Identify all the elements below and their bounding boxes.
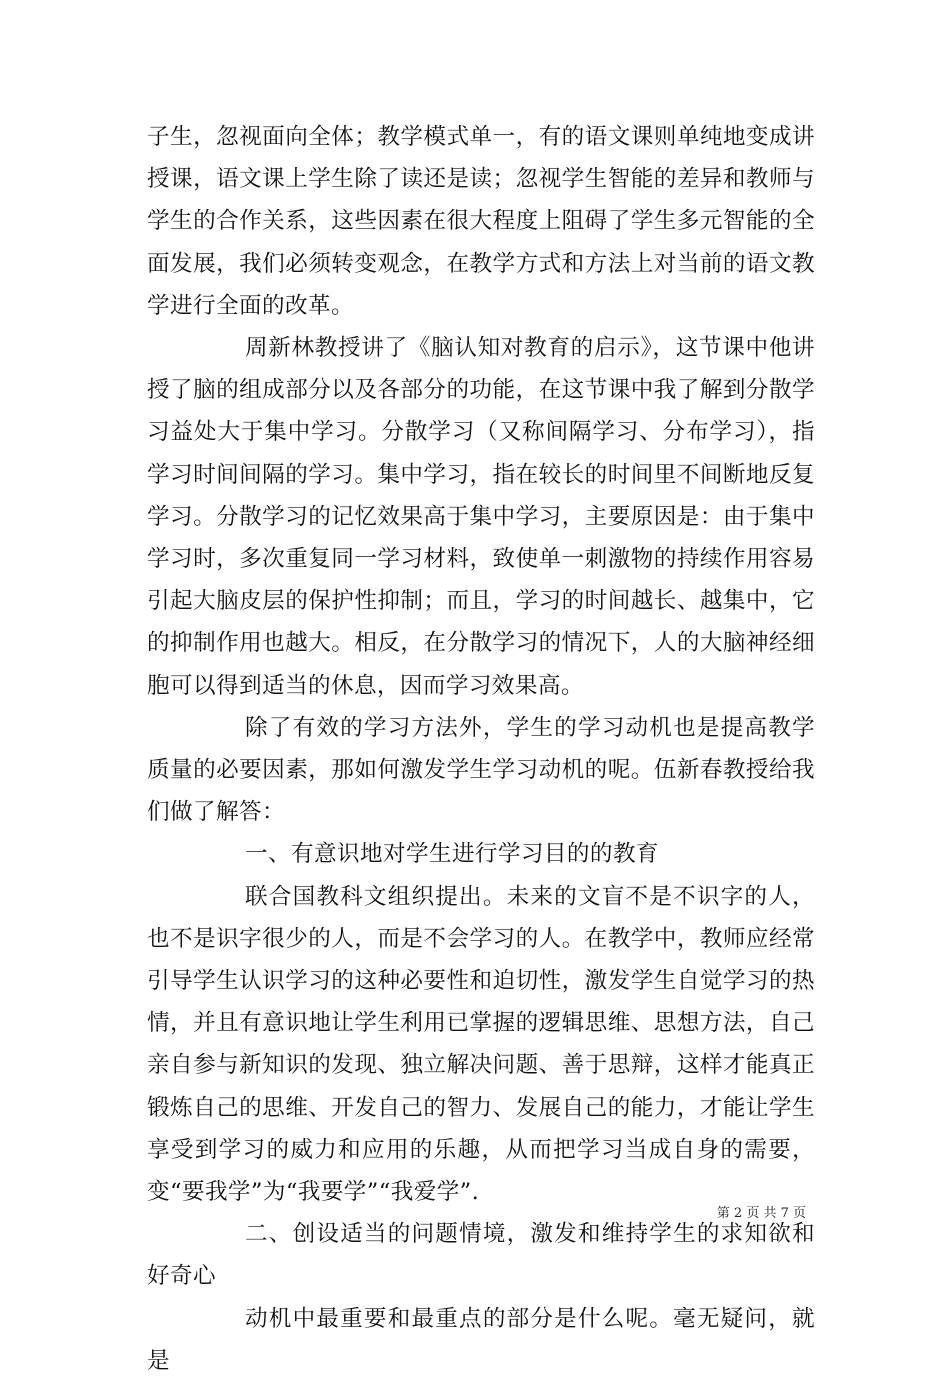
paragraph-3: 除了有效的学习方法外，学生的学习动机也是提高教学质量的必要因素，那如何激发学生学习动机的呢。伍新春教授给我们做了解答： [147, 714, 815, 826]
paragraph-2: 周新林教授讲了《脑认知对教育的启示》，这节课中他讲授了脑的组成部分以及各部分的功能，在这节课中我了解到分散学习益处大于集中学习。分散学习（又称间隔学习、分布学习），指学习时间间隔的学习。集中学习，指在较长的时间里不间断地反复学习。分散学习的记忆效果高于集中学习，主要原因是：由于集中学习时，多次重复同一学习材料，致使单一刺激物的持续作用容易引起大脑皮层的保护性抑制；而且，学习的时间越长、越集中，它的抑制作用也越大。相反，在分散学习的情况下，人的大脑神经细胞可以得到适当的休息，因而学习效果高。 [147, 335, 815, 699]
paragraph-5: 动机中最重要和最重点的部分是什么呢。毫无疑问，就是 [147, 1305, 815, 1374]
section-heading-1: 一、有意识地对学生进行学习目的的教育 [245, 841, 659, 868]
page-number-footer: 第 2 页 共 7 页 [716, 1206, 806, 1221]
document-body [147, 116, 815, 1382]
section-heading-2: 二、创设适当的问题情境，激发和维持学生的求知欲和好奇心 [147, 1221, 815, 1290]
paragraph-4: 联合国教科文组织提出。未来的文盲不是不识字的人，也不是识字很少的人，而是不会学习的人。在教学中，教师应经常引导学生认识学习的这种必要性和迫切性，激发学生自觉学习的热情，并且有意识地让学生利用已掌握的逻辑思维、思想方法，自己亲自参与新知识的发现、独立解决问题、善于思辩，这样才能真正锻炼自己的思维、开发自己的智力、发展自己的能力，才能让学生享受到学习的威力和应用的乐趣，从而把学习当成自身的需要，变“要我学”为“我要学”“我爱学”. [147, 883, 815, 1206]
paragraph-1: 子生，忽视面向全体；教学模式单一，有的语文课则单纯地变成讲授课，语文课上学生除了读还是读；忽视学生智能的差异和教师与学生的合作关系，这些因素在很大程度上阻碍了学生多元智能的全面发展，我们必须转变观念，在教学方式和方法上对当前的语文教学进行全面的改革。 [147, 124, 815, 319]
